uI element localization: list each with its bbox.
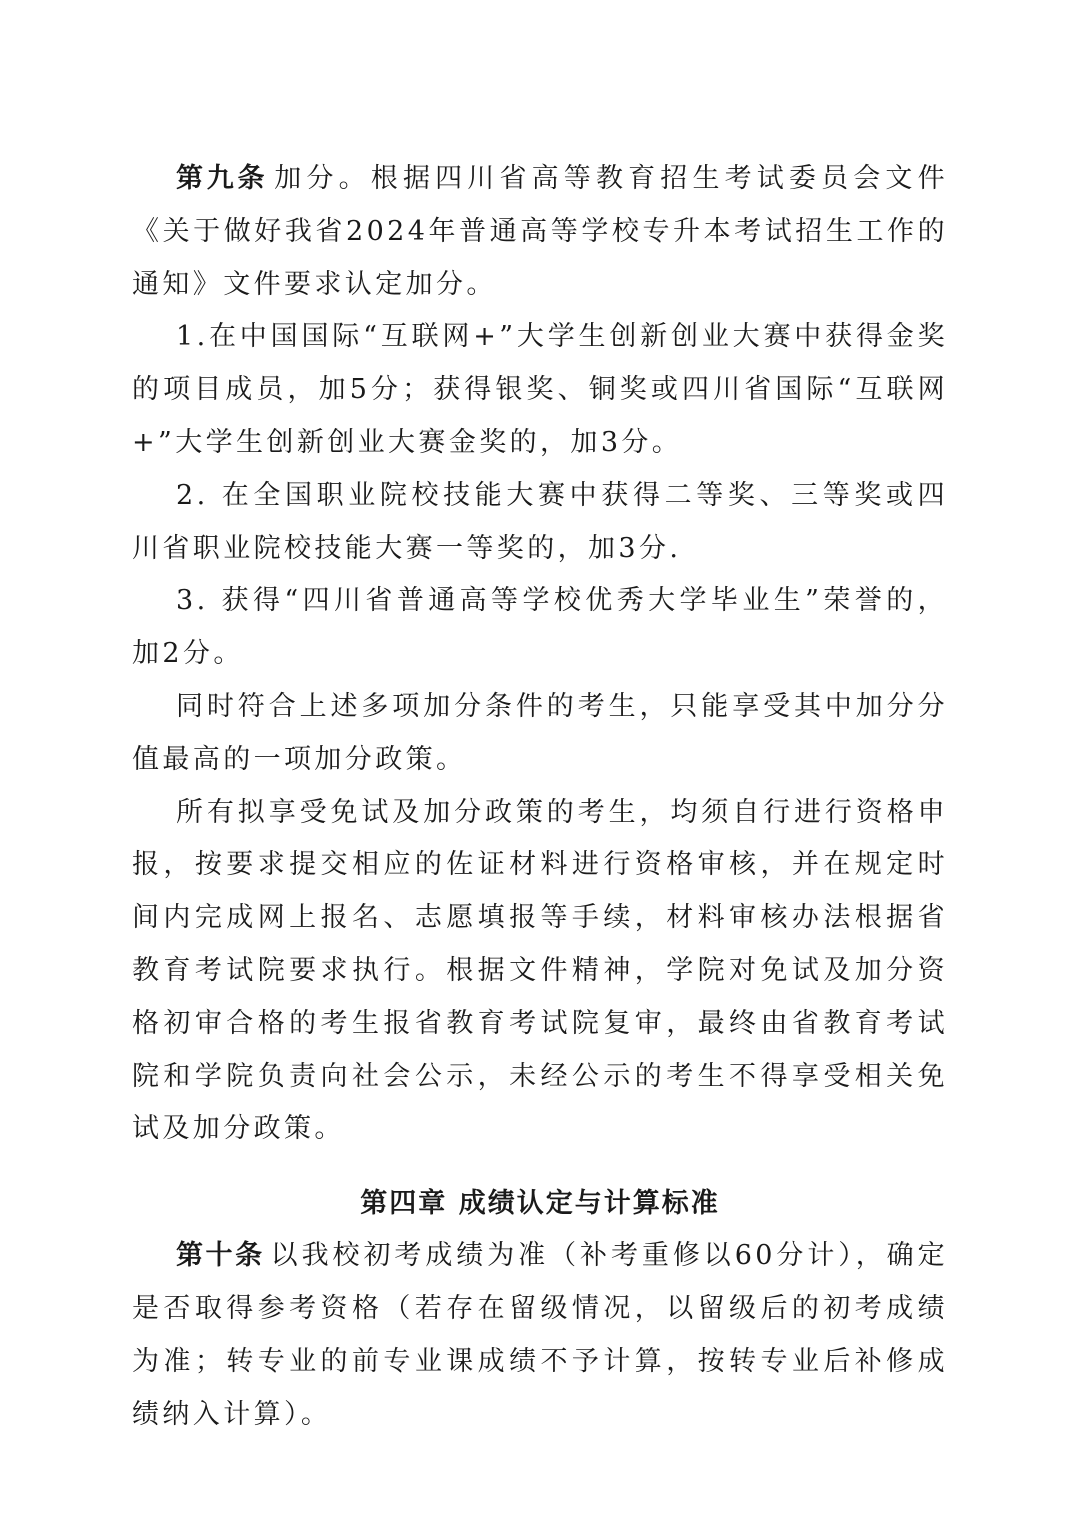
highest-bonus-paragraph: 同时符合上述多项加分条件的考生，只能享受其中加分分值最高的一项加分政策。 [132,690,948,775]
bonus-item-3: 3. 获得“四川省普通高等学校优秀大学毕业生”荣誉的，加2分。 [132,585,948,670]
article-9-paragraph [132,153,948,311]
article-10-title: 第十条 [176,1240,265,1272]
article-10-paragraph [132,1230,948,1441]
qualification-review-paragraph: 所有拟享受免试及加分政策的考生，均须自行进行资格申报，按要求提交相应的佐证材料进行资格审核，并在规定时间内完成网上报名、志愿填报等手续，材料审核办法根据省教育考试院要求执行。根据文件精神，学院对免试及加分资格初审合格的考生报省教育考试院复审，最终由省教育考试院和学院负责向社会公示，未经公示的考生不得享受相关免试及加分政策。 [132,796,948,1145]
article-10-text: 以我校初考成绩为准（补考重修以60分计），确定是否取得参考资格（若存在留级情况，以留级后的初考成绩为准；转专业的前专业课成绩不予计算，按转专业后补修成绩纳入计算）。 [132,1240,949,1430]
document-page [132,153,948,1441]
article-9-text: 加分。根据四川省高等教育招生考试委员会文件《关于做好我省2024年普通高等学校专升本考试招生工作的通知》文件要求认定加分。 [132,163,948,300]
article-9-title: 第九条 [176,163,269,194]
bonus-item-1: 1.在中国国际“互联网+”大学生创新创业大赛中获得金奖的项目成员，加5分；获得银奖、铜奖或四川省国际“互联网+”大学生创新创业大赛金奖的，加3分。 [132,321,948,458]
chapter-4-heading: 第四章 成绩认定与计算标准 [360,1188,720,1220]
bonus-item-2: 2. 在全国职业院校技能大赛中获得二等奖、三等奖或四川省职业院校技能大赛一等奖的，加3分. [132,479,948,564]
